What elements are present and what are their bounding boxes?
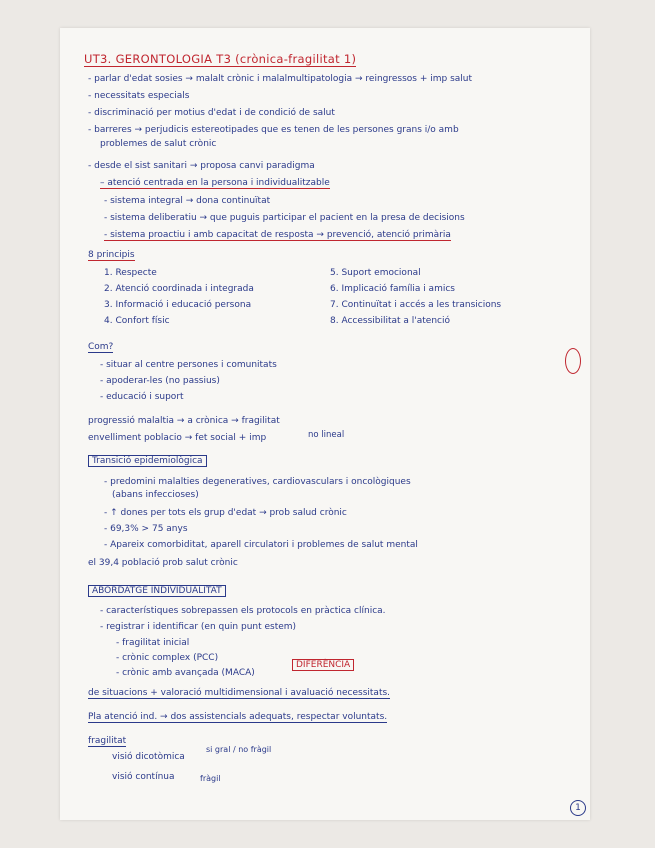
note-line: - educació i suport	[100, 392, 184, 402]
note-line: - discriminació per motius d'edat i de condició de salut	[88, 108, 335, 118]
note-line: de situacions + valoració multidimensional i avaluació necessitats.	[88, 688, 391, 698]
note-line: - sistema proactiu i amb capacitat de resposta → prevenció, atenció primària	[104, 230, 451, 240]
note-line: - necessitats especials	[88, 91, 190, 101]
note-line: - desde el sist sanitari → proposa canvi paradigma	[88, 161, 315, 171]
principle-item: 5. Suport emocional	[330, 268, 421, 278]
notebook-page	[60, 28, 590, 820]
note-line: - apoderar-les (no passius)	[100, 376, 220, 386]
principle-item: 4. Confort físic	[104, 316, 170, 326]
note-line: - ↑ dones per tots els grup d'edat → prob salud crònic	[104, 508, 347, 518]
note-line: - parlar d'edat sosies → malalt crònic i malalmultipatologia → reingressos + imp salut	[88, 74, 473, 84]
principle-item: 7. Continuïtat i accés a les transicions	[330, 300, 502, 310]
page-number: 1	[570, 800, 586, 816]
section-heading: Com?	[88, 342, 114, 352]
note-line: - Apareix comorbiditat, aparell circulatori i problemes de salut mental	[104, 540, 418, 550]
principle-item: 8. Accessibilitat a l'atenció	[330, 316, 450, 326]
note-line: - barreres → perjudicis estereotipades que es tenen de les persones grans i/o amb	[88, 125, 459, 135]
branch-bottom: visió contínua	[112, 772, 175, 782]
principle-item: 3. Informació i educació persona	[104, 300, 252, 310]
note-line: - 69,3% > 75 anys	[104, 524, 188, 534]
diferencia-label: DIFERÈNCIA	[292, 660, 354, 670]
note-line: - sistema deliberatiu → que puguis participar el pacient en la presa de decisions	[104, 213, 465, 223]
note-line: - crònic amb avançada (MACA)	[116, 668, 255, 678]
section-heading: ABORDATGE INDIVIDUALITAT	[88, 586, 226, 596]
note-line: progressió malaltia → a crònica → fragilitat	[88, 416, 280, 426]
section-heading: fragilitat	[88, 736, 127, 746]
note-line: - sistema integral → dona continuïtat	[104, 196, 271, 206]
note-line: envelliment poblacio → fet social + imp	[88, 433, 267, 443]
note-line: Pla atenció ind. → dos assistencials adequats, respectar voluntats.	[88, 712, 388, 722]
note-line: - crònic complex (PCC)	[116, 653, 219, 663]
principle-item: 1. Respecte	[104, 268, 157, 278]
branch-top: visió dicotòmica	[112, 752, 185, 762]
note-line: (abans infeccioses)	[112, 490, 199, 500]
note-line: el 39,4 població prob salut crònic	[88, 558, 238, 568]
principle-item: 6. Implicació família i amics	[330, 284, 455, 294]
section-heading: Transició epidemiològica	[88, 456, 207, 466]
note-line: - predomini malalties degeneratives, cardiovasculars i oncològiques	[104, 477, 411, 487]
branch-sub-bottom: fràgil	[200, 774, 221, 783]
page-title: UT3. GERONTOLOGIA T3 (crònica-fragilitat 1)	[84, 52, 357, 66]
principle-item: 2. Atenció coordinada i integrada	[104, 284, 254, 294]
section-heading: 8 principis	[88, 250, 135, 260]
note-annotation: no lineal	[308, 430, 345, 440]
note-line: - situar al centre persones i comunitats	[100, 360, 277, 370]
margin-mark	[565, 348, 581, 374]
note-line: – atenció centrada en la persona i individualitzable	[100, 178, 330, 188]
note-line: - característiques sobrepassen els protocols en pràctica clínica.	[100, 606, 386, 616]
note-line: problemes de salut crònic	[100, 139, 217, 149]
branch-sub-top: si gral / no fràgil	[206, 745, 272, 754]
note-line: - registrar i identificar (en quin punt estem)	[100, 622, 297, 632]
note-line: - fragilitat inicial	[116, 638, 190, 648]
